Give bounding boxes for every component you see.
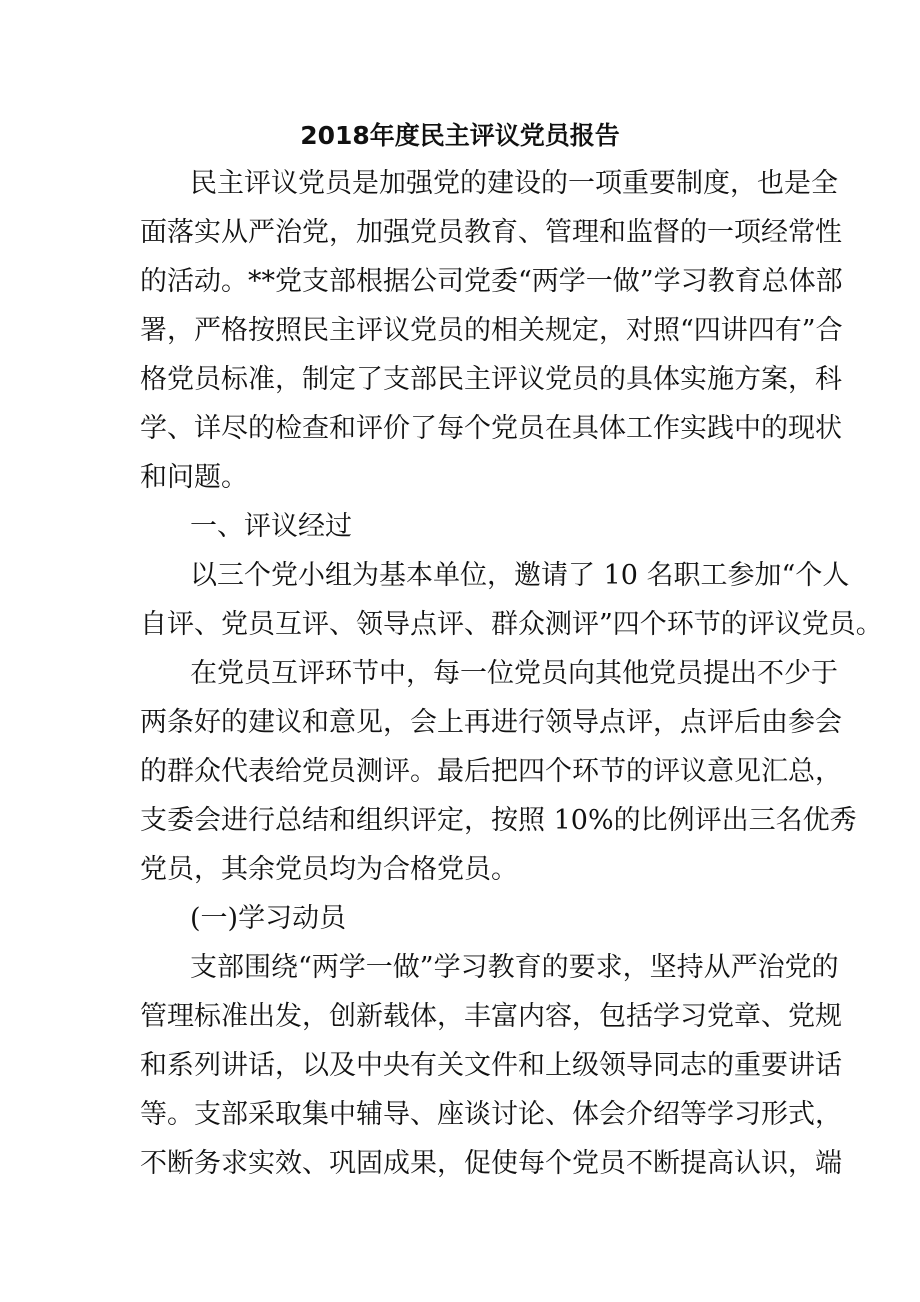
paragraph-line: 党员，其余党员均为合格党员。	[140, 854, 518, 885]
paragraph-line: 等。支部采取集中辅导、座谈讨论、体会介绍等学习形式，	[140, 1099, 842, 1130]
paragraph-line: 支部围绕“两学一做”学习教育的要求，坚持从严治党的	[190, 952, 839, 983]
paragraph-line: 格党员标准，制定了支部民主评议党员的具体实施方案，科	[140, 364, 842, 395]
paragraph-line: 的活动。**党支部根据公司党委“两学一做”学习教育总体部	[140, 266, 843, 297]
paragraph-line: 管理标准出发，创新载体，丰富内容，包括学习党章、党规	[140, 1001, 842, 1032]
paragraph-line: 面落实从严治党，加强党员教育、管理和监督的一项经常性	[140, 217, 842, 248]
paragraph-line: 和系列讲话，以及中央有关文件和上级领导同志的重要讲话	[140, 1050, 842, 1081]
paragraph-line: 在党员互评环节中，每一位党员向其他党员提出不少于	[190, 658, 838, 689]
paragraph-line: 署，严格按照民主评议党员的相关规定，对照“四讲四有”合	[140, 315, 843, 346]
section-heading: 一、评议经过	[190, 511, 352, 542]
paragraph-line: 支委会进行总结和组织评定，按照 10%的比例评出三名优秀	[140, 805, 857, 836]
paragraph-line: 和问题。	[140, 462, 248, 493]
paragraph-line: 两条好的建议和意见，会上再进行领导点评，点评后由参会	[140, 707, 842, 738]
paragraph-line: 的群众代表给党员测评。最后把四个环节的评议意见汇总，	[140, 756, 842, 787]
paragraph-line: 学、详尽的检查和评价了每个党员在具体工作实践中的现状	[140, 413, 842, 444]
paragraph-line: 不断务求实效、巩固成果，促使每个党员不断提高认识，端	[140, 1148, 842, 1179]
paragraph-line: 民主评议党员是加强党的建设的一项重要制度，也是全	[190, 168, 838, 199]
subsection-heading: (一)学习动员	[190, 903, 347, 934]
paragraph-line: 以三个党小组为基本单位，邀请了 10 名职工参加“个人	[190, 560, 850, 591]
document-title: 2018年度民主评议党员报告	[300, 121, 620, 150]
paragraph-line: 自评、党员互评、领导点评、群众测评”四个环节的评议党员。	[140, 609, 883, 640]
